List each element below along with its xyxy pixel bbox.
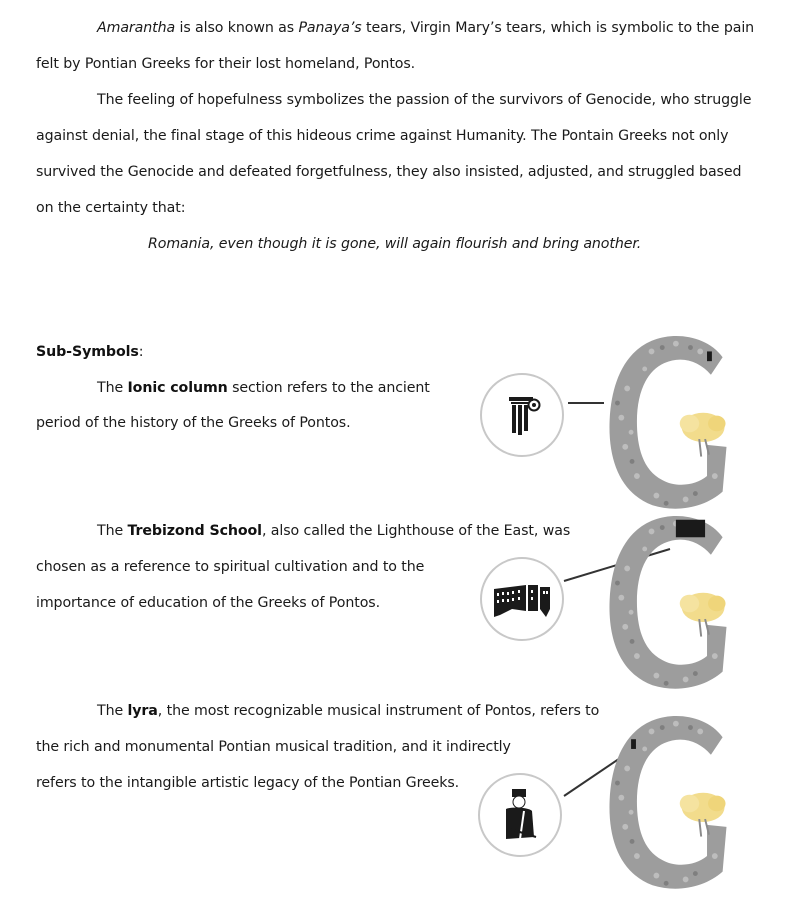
- text-span: The: [97, 523, 128, 539]
- ionic-column-icon-circle: [480, 373, 564, 457]
- trebizond-line-1: [97, 523, 570, 539]
- text-span: tears, Virgin Mary’s tears, which is symbolic to the pain: [361, 20, 755, 36]
- text-span: , the most recognizable musical instrument of Pontos, refers to: [157, 703, 600, 719]
- paragraph-2-line-4: on the certainty that:: [36, 200, 186, 216]
- g-crowd-figure-3: [596, 710, 746, 895]
- ionic-column-line-2: period of the history of the Greeks of Pontos.: [36, 415, 351, 431]
- text-span: is also known as: [175, 20, 299, 36]
- lyra-line-3: refers to the intangible artistic legacy of the Pontian Greeks.: [36, 775, 460, 791]
- paragraph-2-line-3: survived the Genocide and defeated forgetfulness, they also insisted, adjusted, and struggled based: [36, 164, 742, 180]
- trebizond-school-term: Trebizond School: [127, 523, 262, 539]
- ionic-column-line-1: [97, 380, 430, 396]
- paragraph-1-line-2: felt by Pontian Greeks for their lost homeland, Pontos.: [36, 56, 416, 72]
- subsymbols-heading: [36, 344, 143, 360]
- trebizond-line-2: chosen as a reference to spiritual cultivation and to the: [36, 559, 425, 575]
- text-span: The: [97, 380, 128, 396]
- paragraph-2-line-1: The feeling of hopefulness symbolizes the passion of the survivors of Genocide, who struggle: [97, 92, 752, 108]
- paragraph-1-line-1: [97, 20, 754, 36]
- paragraph-2-line-2: against denial, the final stage of this hideous crime against Humanity. The Pontain Greeks not only: [36, 128, 729, 144]
- school-building-icon: [482, 559, 562, 639]
- lyra-player-icon-circle: [478, 773, 562, 857]
- subsymbols-heading-text: Sub-Symbols: [36, 344, 139, 360]
- ionic-column-icon: [482, 375, 562, 455]
- text-span: section refers to the ancient: [227, 380, 430, 396]
- lyra-term: lyra: [127, 703, 158, 719]
- lyra-player-icon: [480, 775, 560, 855]
- romania-quote: Romania, even though it is gone, will again flourish and bring another.: [148, 236, 642, 252]
- amarantha-term: Amarantha: [97, 20, 176, 36]
- lyra-line-2: the rich and monumental Pontian musical tradition, and it indirectly: [36, 739, 511, 755]
- text-span: , also called the Lighthouse of the East, was: [261, 523, 571, 539]
- trebizond-line-3: importance of education of the Greeks of Pontos.: [36, 595, 380, 611]
- text-span: The: [97, 703, 128, 719]
- panaya-term: Panaya’s: [298, 20, 362, 36]
- g-crowd-figure-1: [596, 330, 746, 515]
- heading-colon: :: [138, 344, 144, 360]
- ionic-column-term: Ionic column: [127, 380, 228, 396]
- lyra-line-1: [97, 703, 599, 719]
- g-crowd-figure-2: [596, 510, 746, 695]
- school-building-icon-circle: [480, 557, 564, 641]
